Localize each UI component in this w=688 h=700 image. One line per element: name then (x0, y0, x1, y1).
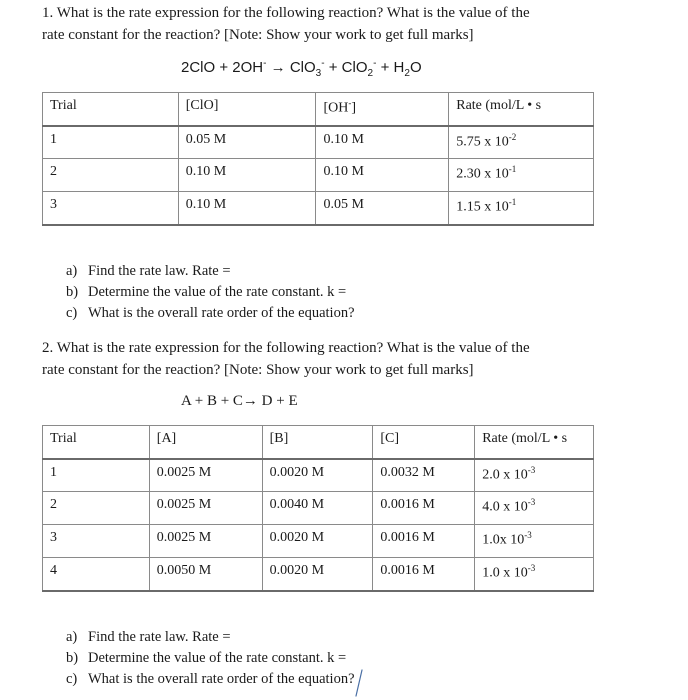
exponent: -3 (527, 497, 536, 507)
table-row (43, 126, 594, 159)
table-1-header-cell: [OH-] (316, 93, 449, 126)
table-cell: 1.0 x $10^{-3}$ (475, 558, 594, 591)
table-cell: 0.0025 M (149, 459, 262, 492)
question-1-parts (66, 261, 355, 324)
exponent: -1 (508, 197, 517, 207)
part-c: c) What is the overall rate order of the equation? (66, 305, 355, 321)
table-1-header-cell: Rate (mol/L • s (449, 93, 594, 126)
exponent: -3 (524, 530, 532, 540)
table-cell: 2 (43, 159, 179, 192)
table-row (43, 159, 594, 192)
table-cell: 0.0016 M (373, 492, 475, 525)
table-1-header-cell: Trial (43, 93, 179, 126)
table-2 (42, 425, 594, 592)
question-2-line-2: rate constant for the reaction? [Note: Show your work to get full marks] (42, 362, 474, 378)
table-cell: 0.0020 M (262, 558, 373, 591)
table-2-header-cell: [A] (149, 426, 262, 459)
table-cell: 0.0032 M (373, 459, 475, 492)
table-cell: 1.0x $10^{-3}$ (475, 525, 594, 558)
table-row (43, 558, 594, 591)
table-cell: 0.0020 M (262, 459, 373, 492)
table-row (43, 525, 594, 558)
table-cell: 0.0016 M (373, 525, 475, 558)
table-2-header-cell: Trial (43, 426, 150, 459)
table-cell: 4.0 x $10^{-3}$ (475, 492, 594, 525)
table-cell: 2.0 x $10^{-3}$ (475, 459, 594, 492)
table-1-header-cell: [ClO] (178, 93, 316, 126)
table-cell: 0.10 M (178, 159, 316, 192)
question-2-parts (66, 627, 355, 690)
question-1-text (42, 2, 642, 46)
table-row (43, 459, 594, 492)
question-2-line-1: 2. What is the rate expression for the following reaction? What is the value of the (42, 340, 530, 356)
table-cell: 0.10 M (178, 192, 316, 225)
reaction-equation-2: A + B + C→ D + E (181, 393, 298, 409)
table-row (43, 492, 594, 525)
table-2-header-cell: [B] (262, 426, 373, 459)
pen-stroke-mark (352, 668, 364, 698)
question-2-text (42, 337, 642, 381)
table-cell: 0.0025 M (149, 492, 262, 525)
table-cell: 3 (43, 192, 179, 225)
table-cell: 2.30 x $10^{-1}$ (449, 159, 594, 192)
exponent: -3 (527, 563, 536, 573)
table-2-header-cell: [C] (373, 426, 475, 459)
table-row (43, 192, 594, 225)
table-cell: 0.05 M (178, 126, 316, 159)
table-cell: 1 (43, 126, 179, 159)
exponent: -3 (527, 464, 536, 475)
table-cell: 0.05 M (316, 192, 449, 225)
table-cell: 2 (43, 492, 150, 525)
table-cell: 5.75 x $10^{-2}$ (449, 126, 594, 159)
question-1-line-2: rate constant for the reaction? [Note: Show your work to get full marks] (42, 27, 474, 43)
part-c: c) What is the overall rate order of the equation? (66, 671, 355, 687)
table-cell: 1.15 x $10^{-1}$ (449, 192, 594, 225)
table-cell: 4 (43, 558, 150, 591)
part-b: b) Determine the value of the rate constant. k = (66, 284, 347, 300)
reaction-arrow: → (270, 59, 286, 76)
part-b: b) Determine the value of the rate constant. k = (66, 650, 347, 666)
table-cell: 0.10 M (316, 159, 449, 192)
table-cell: 3 (43, 525, 150, 558)
reaction-equation-1: $2ClO + 2OH^- \to ClO_3^- + ClO_2^- + H_2O$ (181, 58, 422, 79)
table-2-header-cell: Rate (mol/L • s (475, 426, 594, 459)
table-cell: 0.0020 M (262, 525, 373, 558)
charge-superscript: - (348, 98, 352, 108)
table-cell: 0.10 M (316, 126, 449, 159)
part-a: a) Find the rate law. Rate = (66, 263, 231, 279)
table-cell: 0.0025 M (149, 525, 262, 558)
table-2-header-row (43, 426, 594, 459)
table-cell: 0.0050 M (149, 558, 262, 591)
part-a: a) Find the rate law. Rate = (66, 629, 231, 645)
exponent: -2 (508, 131, 517, 142)
table-cell: 0.0040 M (262, 492, 373, 525)
table-cell: 1 (43, 459, 150, 492)
question-1-line-1: 1. What is the rate expression for the following reaction? What is the value of the (42, 5, 530, 21)
exponent: -1 (508, 164, 517, 174)
table-cell: 0.0016 M (373, 558, 475, 591)
table-1 (42, 92, 594, 226)
table-1-header-row (43, 93, 594, 126)
